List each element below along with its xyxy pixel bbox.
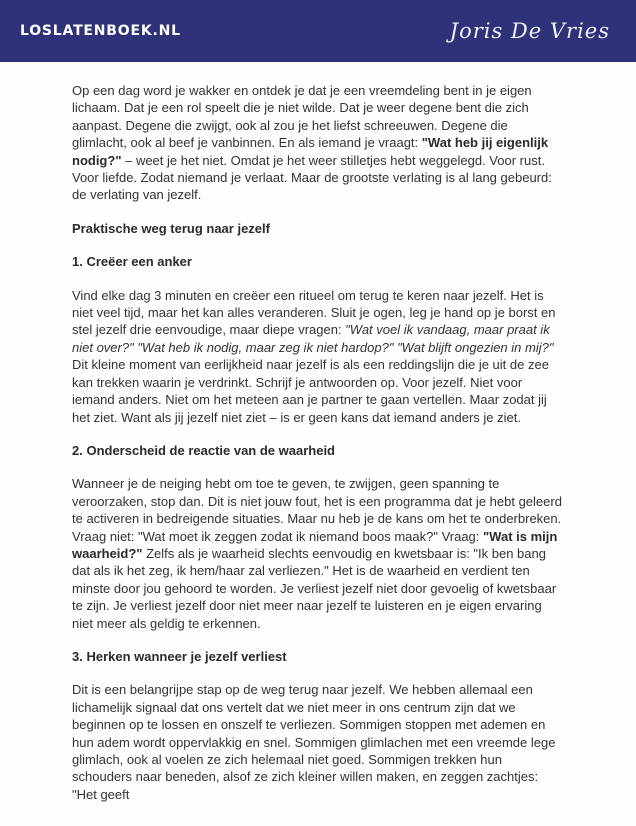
text-run: Wanneer je de neiging hebt om toe te geven, te zwijgen, geen spanning te veroorzaken, stop dan. Dit is niet jouw fout, het is een programma dat je hebt geleerd te activeren in bedreigende situaties. Maar nu heb je de kans om het te onderbreken. Vraag niet: "Wat moet ik zeggen zodat ik niemand boos maak?" Vraag: <box>72 476 562 544</box>
section-3-paragraph <box>72 681 564 803</box>
author-signature: Joris De Vries <box>449 19 610 43</box>
intro-paragraph <box>72 82 564 204</box>
section-2-heading: 2. Onderscheid de reactie van de waarheid <box>72 442 335 458</box>
text-run: Vind elke dag 3 minuten en creëer een ritueel om terug te keren naar jezelf. Het is niet veel tijd, maar het kan alles veranderen. Sluit je ogen, leg je hand op je borst en stel jezelf drie eenvoudige, maar diepe vragen: <box>72 287 556 338</box>
text-run: Dit is een belangrijpe stap op de weg terug naar jezelf. We hebben allemaal een lichamelijk signaal dat ons vertelt dat we niet meer in ons centrum zijn dat we beginnen op te lossen en onszelf te verliezen. Sommigen stoppen met ademen en hun adem wordt oppervlakkig en snel. Sommigen glimlachen met een vreemde lege glimlach, ook al voelen ze zich helemaal niet goed. Sommigen trekken hun schouders naar beneden, alsof ze zich kleiner willen maken, en zeggen zachtjes: "Het geeft <box>72 682 556 802</box>
site-logo[interactable]: LOSLATENBOEK.NL <box>20 23 181 39</box>
section-2-paragraph <box>72 475 564 632</box>
main-section-title: Praktische weg terug naar jezelf <box>72 220 270 236</box>
text-run: – weet je het niet. Omdat je het weer stilletjes hebt weggelegd. Voor rust. Voor liefde. Zodat niemand je verlaat. Maar de grootste verlating is al lang gebeurd: de verlating van jezelf. <box>72 152 552 203</box>
text-run: Zelfs als je waarheid slechts eenvoudig en kwetsbaar is: "Ik ben bang dat als ik het zeg, ik hem/haar zal verliezen." Het is de waarheid en verdient ten minste door jou gehoord te worden. Je verliest jezelf niet door gevoelig of kwetsbaar te zijn. Je verliest jezelf door niet meer naar jezelf te luisteren en je eigen ervaring niet meer als geldig te erkennen. <box>72 545 557 631</box>
bold-question-run: "Wat is mijn waarheid?" <box>72 528 558 561</box>
article <box>0 62 636 803</box>
site-header <box>0 0 636 62</box>
bold-question-run: "Wat heb jij eigenlijk nodig?" <box>72 135 549 168</box>
section-1-heading: 1. Creëer een anker <box>72 254 192 270</box>
italic-questions-run: "Wat voel ik vandaag, maar praat ik niet over?" "Wat heb ik nodig, maar zeg ik niet hardop?" "Wat blijft ongezien in mij?" <box>72 322 554 355</box>
text-run: Dit kleine moment van eerlijkheid naar jezelf is als een reddingslijn die je uit de zee kan trekken waarin je verdrinkt. Schrijf je antwoorden op. Voor jezelf. Niet voor iemand anders. Niet om het meteen aan je partner te gaan vertellen. Maar zodat jij het ziet. Want als jij jezelf niet ziet – is er geen kans dat iemand anders je ziet. <box>72 357 549 425</box>
text-run: Op een dag word je wakker en ontdek je dat je een vreemdeling bent in je eigen lichaam. Dat je een rol speelt die je niet wilde. Dat je weer degene bent die zich aanpast. Degene die zwijgt, ook al zou je het liefst schreeuwen. Degene die glimlacht, ook al beef je vanbinnen. En als iemand je vraagt: <box>72 83 532 151</box>
section-3-heading: 3. Herken wanneer je jezelf verliest <box>72 648 287 664</box>
section-1-paragraph <box>72 287 564 426</box>
